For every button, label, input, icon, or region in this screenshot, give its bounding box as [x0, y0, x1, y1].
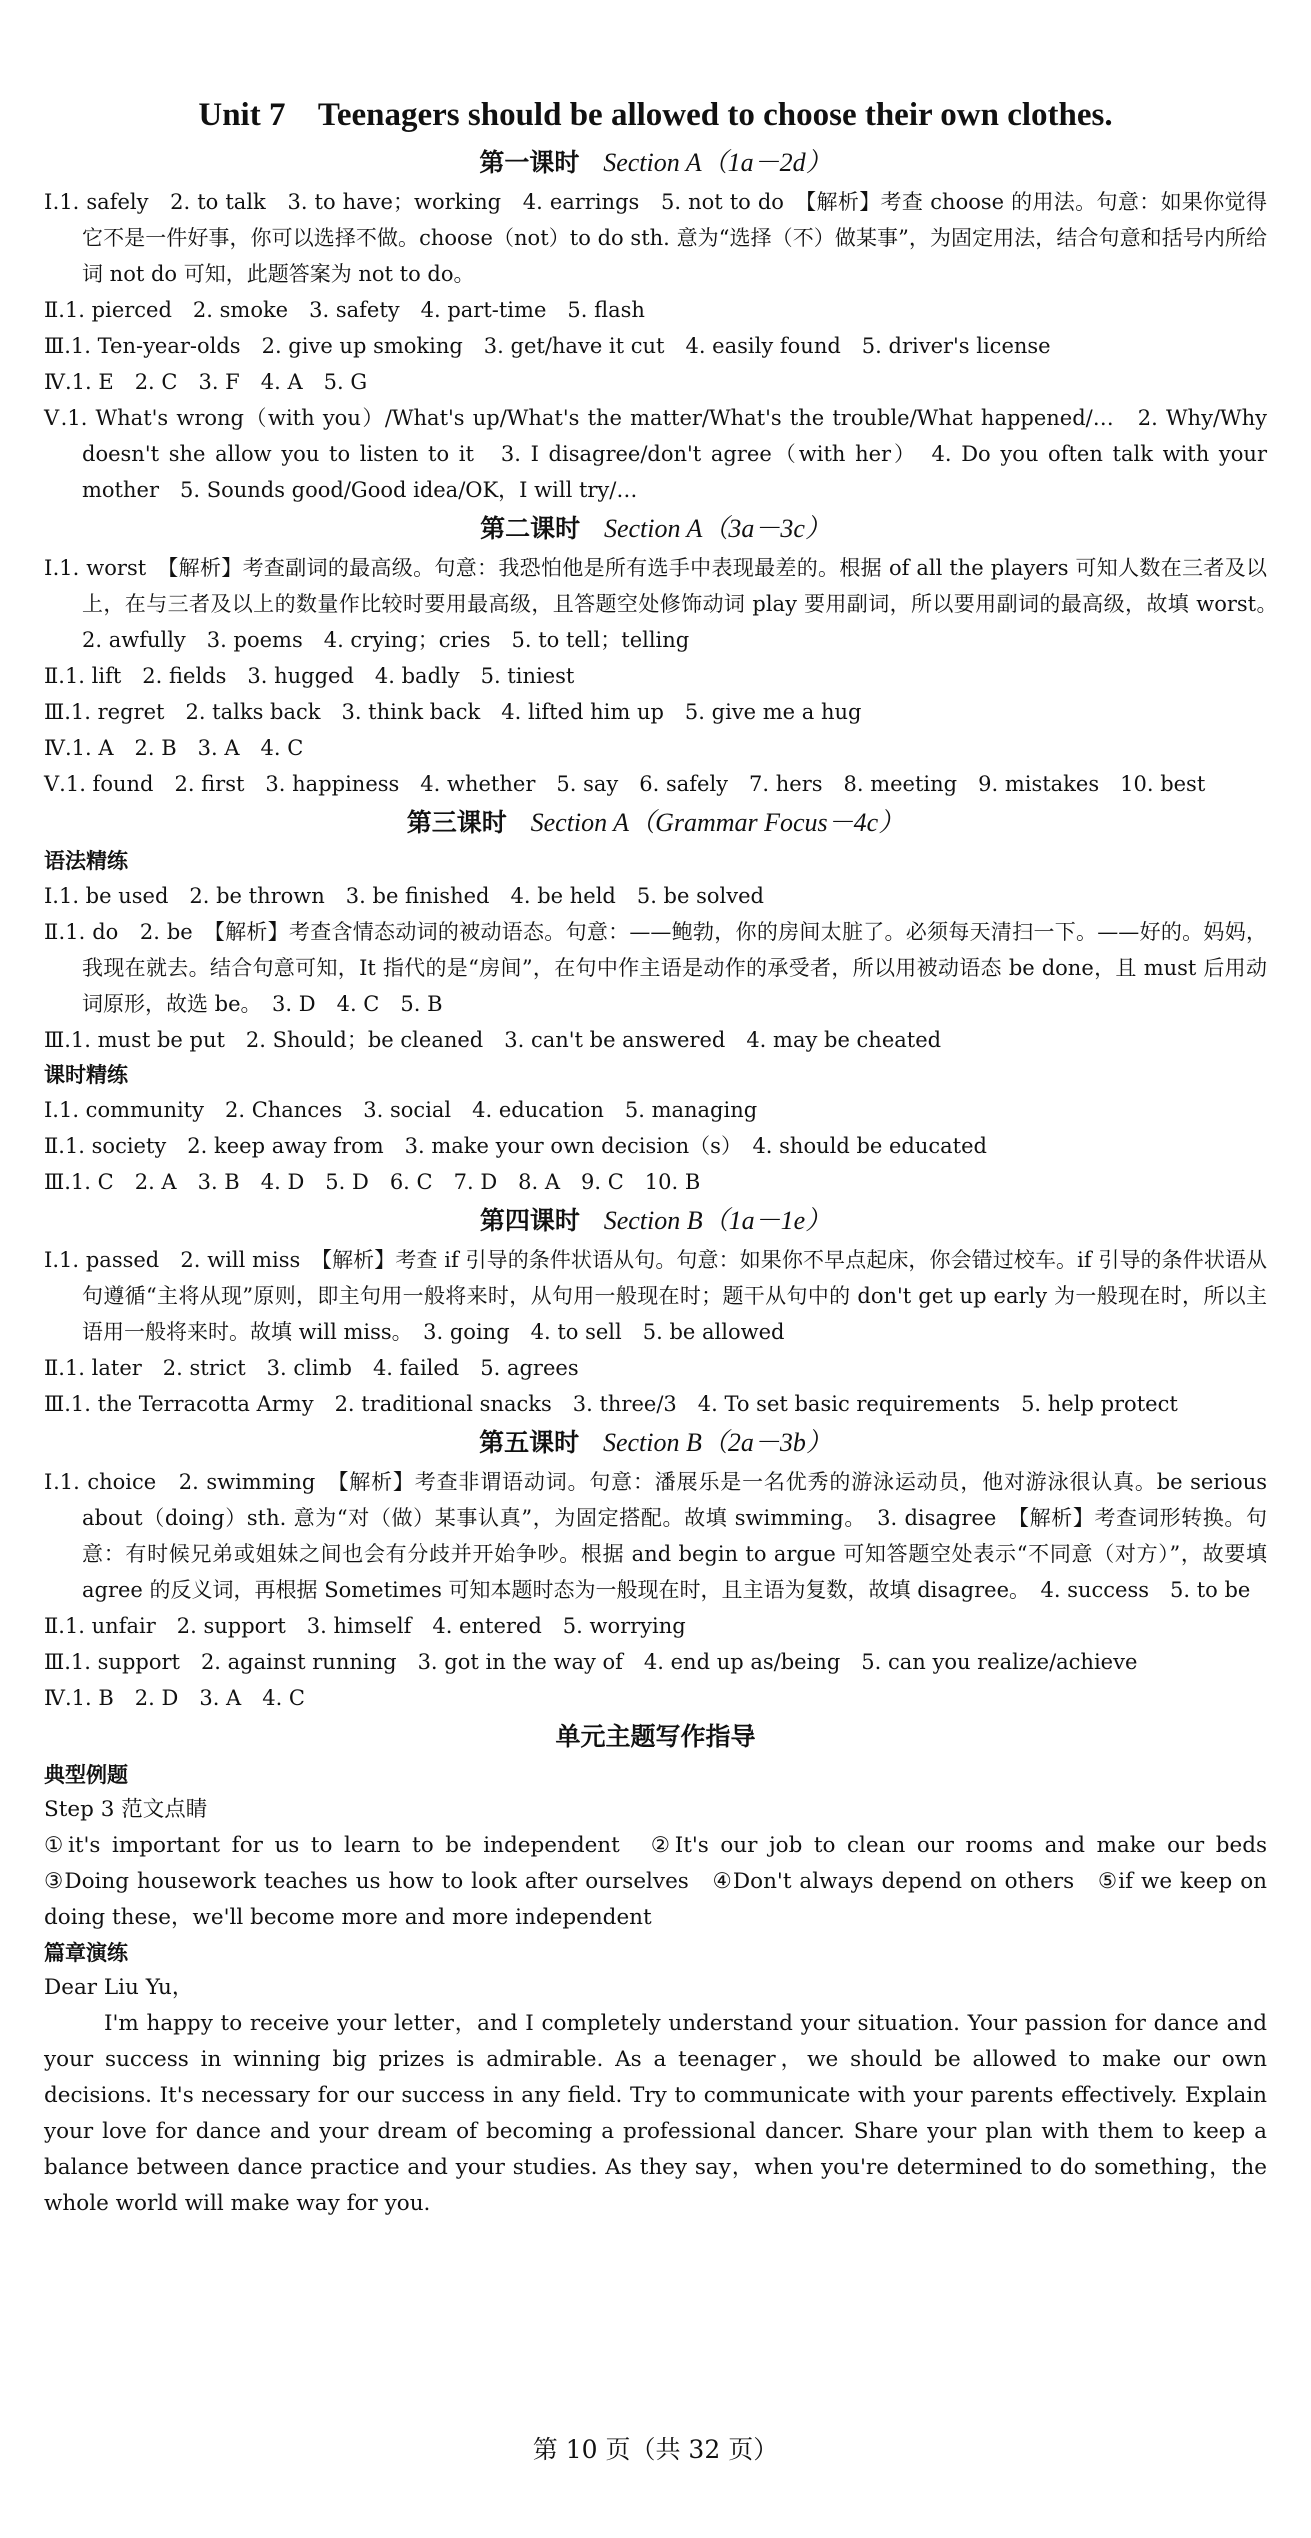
lesson-5-answer-1: Ⅰ.1. choice 2. swimming 【解析】考查非谓语动词。句意：潘展乐是一名优秀的游泳运动员，他对游泳很认真。be serious about（doing）sth. 意为“对（做）某事认真”，为固定搭配。故填 swimming。 3. disagree 【解析】考查词形转换。句意：有时候兄弟或姐妹之间也会有分歧并开始争吵。根据 and begin to argue 可知答题空处表示“不同意（对方）”，故要填 agree 的反义词，再根据 Sometimes 可知本题时态为一般现在时，且主语为复数，故填 disagree。 4. success 5. to be	[44, 1470, 1267, 1602]
letter-greeting: Dear Liu Yu，	[44, 1975, 194, 2000]
lesson-3-practice-answer-2: Ⅱ.1. society 2. keep away from 3. make your own decision（s） 4. should be educated	[44, 1134, 987, 1158]
model-sentences: ①it's important for us to learn to be independent ②It's our job to clean our rooms and make our beds ③Doing housework teaches us how to look after ourselves ④Don't always depend on others ⑤if we keep on doing these，we'll become more and more independent	[44, 1833, 1289, 1930]
lesson-2-answer-5: Ⅴ.1. found 2. first 3. happiness 4. whether 5. say 6. safely 7. hers 8. meeting 9. mistakes 10. best	[44, 772, 1206, 796]
lesson-5-section: Section B（2a－3b）	[602, 1428, 832, 1457]
lesson-4-answer-1: Ⅰ.1. passed 2. will miss 【解析】考查 if 引导的条件状语从句。句意：如果你不早点起床，你会错过校车。if 引导的条件状语从句遵循“主将从现”原则，即主句用一般将来时，从句用一般现在时；题干从句中的 don't get up early 为一般现在时，所以主语用一般将来时。故填 will miss。 3. going 4. to sell 5. be allowed	[44, 1248, 1267, 1344]
lesson-2-name: 第二课时	[480, 514, 581, 543]
lesson-3-practice-answer-3: Ⅲ.1. C 2. A 3. B 4. D 5. D 6. C 7. D 8. A 9. C 10. B	[44, 1170, 701, 1194]
lesson-4-answer-3: Ⅲ.1. the Terracotta Army 2. traditional snacks 3. three/3 4. To set basic requirements 5. help protect	[44, 1392, 1178, 1416]
grammar-practice-label: 语法精练	[44, 849, 128, 873]
lesson-5-answer-4: Ⅳ.1. B 2. D 3. A 4. C	[44, 1686, 306, 1710]
lesson-3-grammar-answer-2: Ⅱ.1. do 2. be 【解析】考查含情态动词的被动语态。句意：——鲍勃，你的房间太脏了。必须每天清扫一下。——好的。妈妈，我现在就去。结合句意可知，It 指代的是“房间”，在句中作主语是动作的承受者，所以用被动语态 be done，且 must 后用动词原形，故选 be。 3. D 4. C 5. B	[44, 920, 1267, 1016]
unit-title: Unit 7 Teenagers should be allowed to choose their own clothes.	[198, 97, 1113, 133]
lesson-3-grammar-answer-3: Ⅲ.1. must be put 2. Should；be cleaned 3. can't be answered 4. may be cheated	[44, 1028, 942, 1052]
lesson-1-name: 第一课时	[479, 148, 580, 177]
lesson-4-heading	[44, 1202, 1267, 1240]
lesson-1-answer-5: Ⅴ.1. What's wrong（with you）/What's up/What's the matter/What's the trouble/What happened/… 2. Why/Why doesn't she allow you to listen to it 3. I disagree/don't agree（with her） 4. Do you often talk with your mother 5. Sounds good/Good idea/OK，I will try/…	[44, 406, 1267, 502]
lesson-3-name: 第三课时	[406, 808, 507, 837]
lesson-4-section: Section B（1a－1e）	[603, 1206, 832, 1235]
lesson-2-answer-1: Ⅰ.1. worst 【解析】考查副词的最高级。句意：我恐怕他是所有选手中表现最差的。根据 of all the players 可知人数在三者及以上，在与三者及以上的数量作比较时要用最高级，且答题空处修饰动词 play 要用副词，所以要用副词的最高级，故填 worst。 2. awfully 3. poems 4. crying；cries 5. to tell；telling	[44, 556, 1288, 652]
lesson-5-name: 第五课时	[479, 1428, 580, 1457]
lesson-2-heading	[44, 510, 1267, 548]
lesson-2-section: Section A（3a－3c）	[603, 514, 831, 543]
practice-label: 篇章演练	[44, 1941, 128, 1965]
lesson-3-grammar-answer-1: Ⅰ.1. be used 2. be thrown 3. be finished 4. be held 5. be solved	[44, 884, 764, 908]
lesson-3-heading	[44, 804, 1267, 842]
letter-body: I'm happy to receive your letter，and I completely understand your situation. Your passion for dance and your success in winning big prizes is admirable. As a teenager，we should be allowed to make our own decisions. It's necessary for our success in any field. Try to communicate with your parents effectively. Explain your love for dance and your dream of becoming a professional dancer. Share your plan with them to keep a balance between dance practice and your studies. As they say，when you're determined to do something，the whole world will make way for you.	[44, 2011, 1267, 2216]
writing-heading-text: 单元主题写作指导	[555, 1722, 756, 1751]
lesson-1-answer-2: Ⅱ.1. pierced 2. smoke 3. safety 4. part-time 5. flash	[44, 298, 645, 322]
lesson-2-answer-2: Ⅱ.1. lift 2. fields 3. hugged 4. badly 5. tiniest	[44, 664, 575, 688]
lesson-5-answer-3: Ⅲ.1. support 2. against running 3. got in the way of 4. end up as/being 5. can you realize/achieve	[44, 1650, 1138, 1674]
page-number: 第 10 页（共 32 页）	[532, 2435, 779, 2464]
lesson-1-answer-1: Ⅰ.1. safely 2. to talk 3. to have；working 4. earrings 5. not to do 【解析】考查 choose 的用法。句意：如果你觉得它不是一件好事，你可以选择不做。choose（not）to do sth. 意为“选择（不）做某事”，为固定用法，结合句意和括号内所给词 not do 可知，此题答案为 not to do。	[44, 190, 1267, 286]
lesson-2-answer-4: Ⅳ.1. A 2. B 3. A 4. C	[44, 736, 304, 760]
lesson-1-section: Section A（1a－2d）	[603, 148, 832, 177]
lesson-4-answer-2: Ⅱ.1. later 2. strict 3. climb 4. failed 5. agrees	[44, 1356, 579, 1380]
lesson-1-answer-4: Ⅳ.1. E 2. C 3. F 4. A 5. G	[44, 370, 368, 394]
example-label: 典型例题	[44, 1763, 128, 1787]
lesson-3-practice-answer-1: Ⅰ.1. community 2. Chances 3. social 4. education 5. managing	[44, 1098, 758, 1122]
lesson-1-heading	[44, 144, 1267, 182]
writing-heading	[44, 1718, 1267, 1756]
lesson-5-heading	[44, 1424, 1267, 1462]
lesson-5-answer-2: Ⅱ.1. unfair 2. support 3. himself 4. entered 5. worrying	[44, 1614, 686, 1638]
lesson-1-answer-3: Ⅲ.1. Ten-year-olds 2. give up smoking 3. get/have it cut 4. easily found 5. driver's license	[44, 334, 1051, 358]
lesson-3-section: Section A（Grammar Focus－4c）	[530, 808, 905, 837]
lesson-2-answer-3: Ⅲ.1. regret 2. talks back 3. think back 4. lifted him up 5. give me a hug	[44, 700, 862, 724]
lesson-4-name: 第四课时	[479, 1206, 580, 1235]
lesson-practice-label: 课时精练	[44, 1063, 128, 1087]
step-label: Step 3 范文点睛	[44, 1797, 208, 1822]
